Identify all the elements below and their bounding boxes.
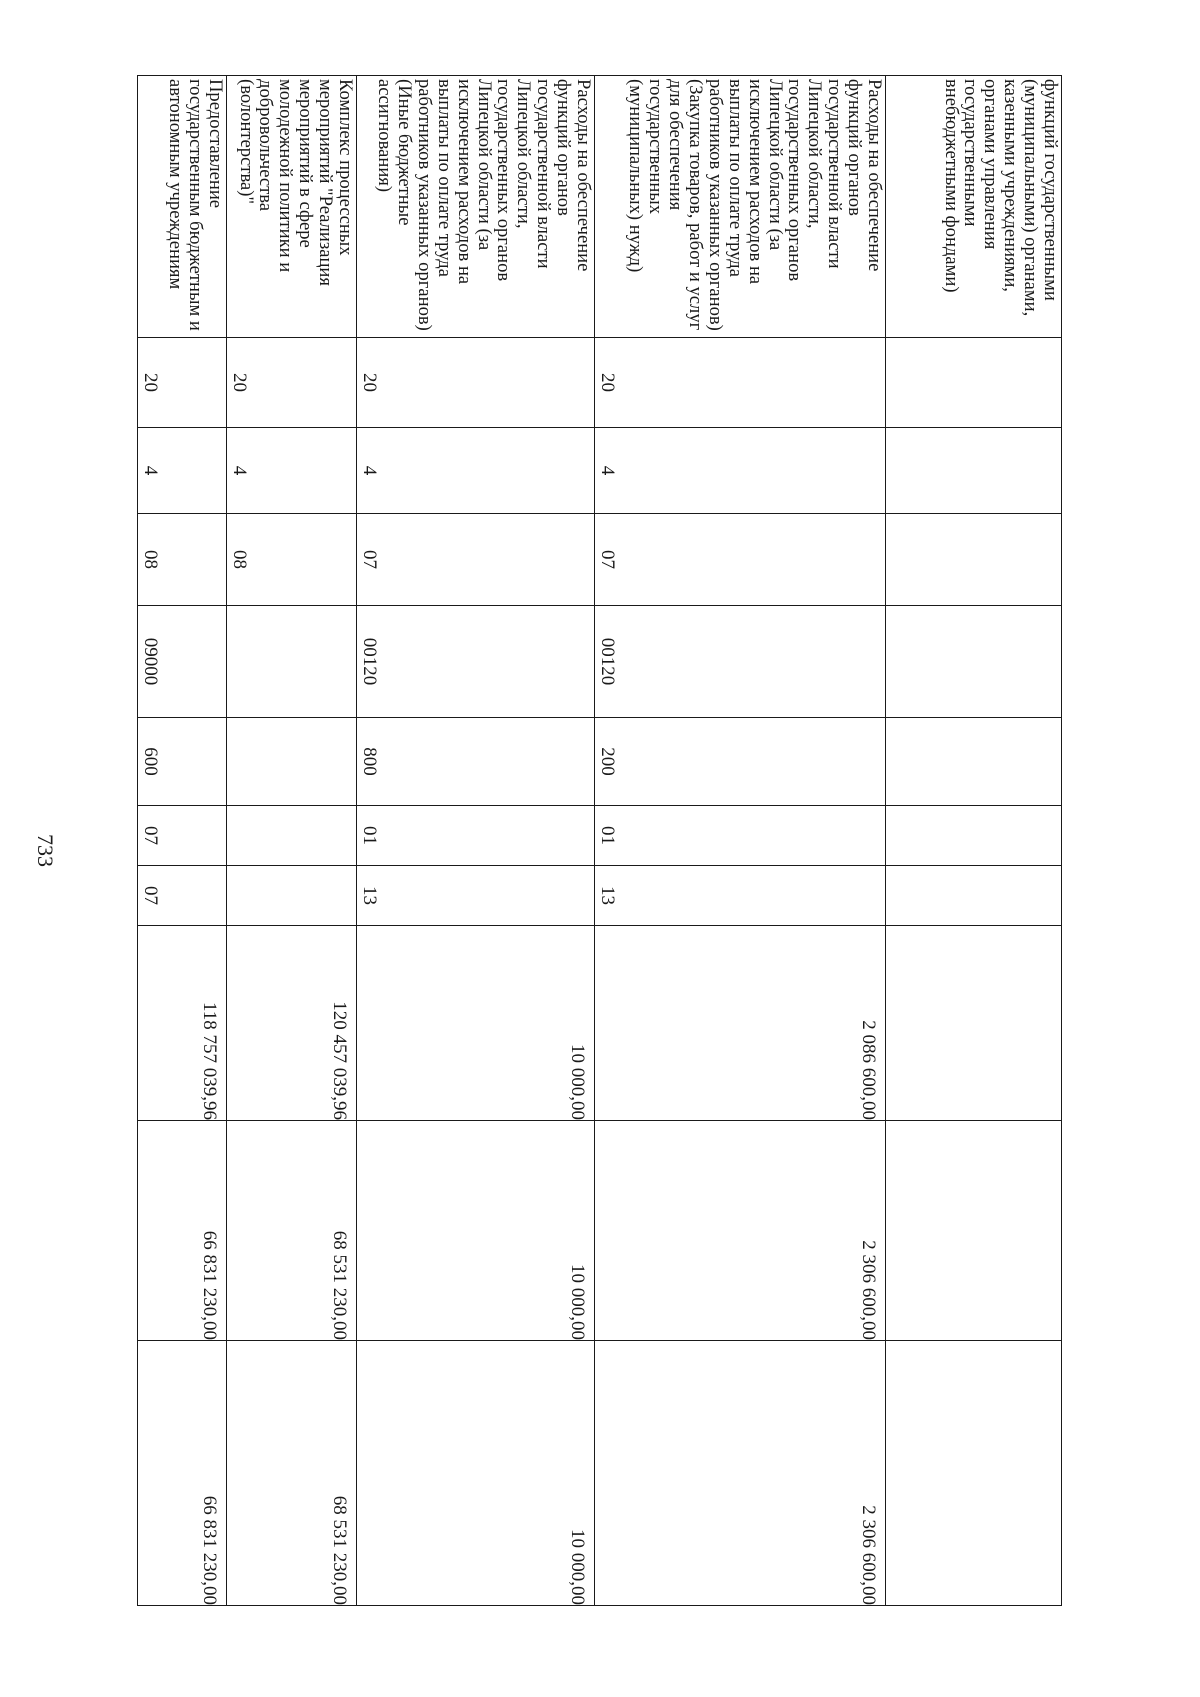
table-row (886, 76, 1062, 1606)
code-cell-6: 07 (138, 806, 227, 866)
amount-cell-3: 66 831 230,00 (138, 1341, 227, 1606)
code-cell-6: 01 (595, 806, 886, 866)
amount-cell-1: 118 757 039,96 (138, 926, 227, 1121)
code-cell-6 (227, 806, 357, 866)
row-name-cell: функций государственными (муниципальными) органами, казенными учреждениями, органами управления государственными внебюджетными фондами) (886, 76, 1062, 338)
code-cell-4: 00120 (595, 606, 886, 718)
code-cell-1: 20 (357, 338, 595, 428)
amount-cell-2: 68 531 230,00 (227, 1121, 357, 1341)
amount-cell-2: 10 000,00 (357, 1121, 595, 1341)
amount-cell-3 (886, 1341, 1062, 1606)
code-cell-7: 07 (138, 866, 227, 926)
code-cell-3: 07 (595, 514, 886, 606)
code-cell-7 (227, 866, 357, 926)
code-cell-6 (886, 806, 1062, 866)
code-cell-4 (227, 606, 357, 718)
code-cell-5: 600 (138, 718, 227, 806)
code-cell-1 (886, 338, 1062, 428)
code-cell-4: 09000 (138, 606, 227, 718)
amount-cell-3: 68 531 230,00 (227, 1341, 357, 1606)
code-cell-1: 20 (595, 338, 886, 428)
code-cell-5: 200 (595, 718, 886, 806)
code-cell-2: 4 (595, 428, 886, 514)
amount-cell-1: 10 000,00 (357, 926, 595, 1121)
table-row (595, 76, 886, 1606)
amount-cell-2: 2 306 600,00 (595, 1121, 886, 1341)
row-name-cell: Расходы на обеспечение функций органов государственной власти Липецкой области, государственных органов Липецкой области (за исключением расходов на выплаты по оплате труда работников указанных органов) (Иные бюджетные ассигнования) (357, 76, 595, 338)
budget-table (137, 75, 1062, 1606)
amount-cell-3: 10 000,00 (357, 1341, 595, 1606)
amount-cell-3: 2 306 600,00 (595, 1341, 886, 1606)
code-cell-4 (886, 606, 1062, 718)
code-cell-1: 20 (227, 338, 357, 428)
code-cell-4: 00120 (357, 606, 595, 718)
code-cell-3: 07 (357, 514, 595, 606)
code-cell-3: 08 (138, 514, 227, 606)
code-cell-6: 01 (357, 806, 595, 866)
code-cell-5: 800 (357, 718, 595, 806)
table-row (138, 76, 227, 1606)
code-cell-5 (227, 718, 357, 806)
code-cell-5 (886, 718, 1062, 806)
code-cell-7: 13 (595, 866, 886, 926)
budget-table-container (138, 75, 1062, 1605)
row-name-cell: Комплекс процессных мероприятий "Реализация мероприятий в сфере молодежной политики и добровольчества (волонтерства)" (227, 76, 357, 338)
code-cell-2: 4 (357, 428, 595, 514)
amount-cell-1 (886, 926, 1062, 1121)
row-name-cell: Предоставление государственным бюджетным и автономным учреждениям (138, 76, 227, 338)
page-number: 733 (33, 834, 58, 867)
code-cell-7: 13 (357, 866, 595, 926)
table-row (227, 76, 357, 1606)
code-cell-2 (886, 428, 1062, 514)
table-row (357, 76, 595, 1606)
code-cell-1: 20 (138, 338, 227, 428)
code-cell-3: 08 (227, 514, 357, 606)
code-cell-2: 4 (227, 428, 357, 514)
amount-cell-2: 66 831 230,00 (138, 1121, 227, 1341)
code-cell-3 (886, 514, 1062, 606)
amount-cell-2 (886, 1121, 1062, 1341)
row-name-cell: Расходы на обеспечение функций органов государственной власти Липецкой области, государственных органов Липецкой области (за исключением расходов на выплаты по оплате труда работников указанных органов) (Закупка товаров, работ и услуг для обеспечения государственных (муниципальных) нужд) (595, 76, 886, 338)
amount-cell-1: 2 086 600,00 (595, 926, 886, 1121)
code-cell-7 (886, 866, 1062, 926)
code-cell-2: 4 (138, 428, 227, 514)
amount-cell-1: 120 457 039,96 (227, 926, 357, 1121)
